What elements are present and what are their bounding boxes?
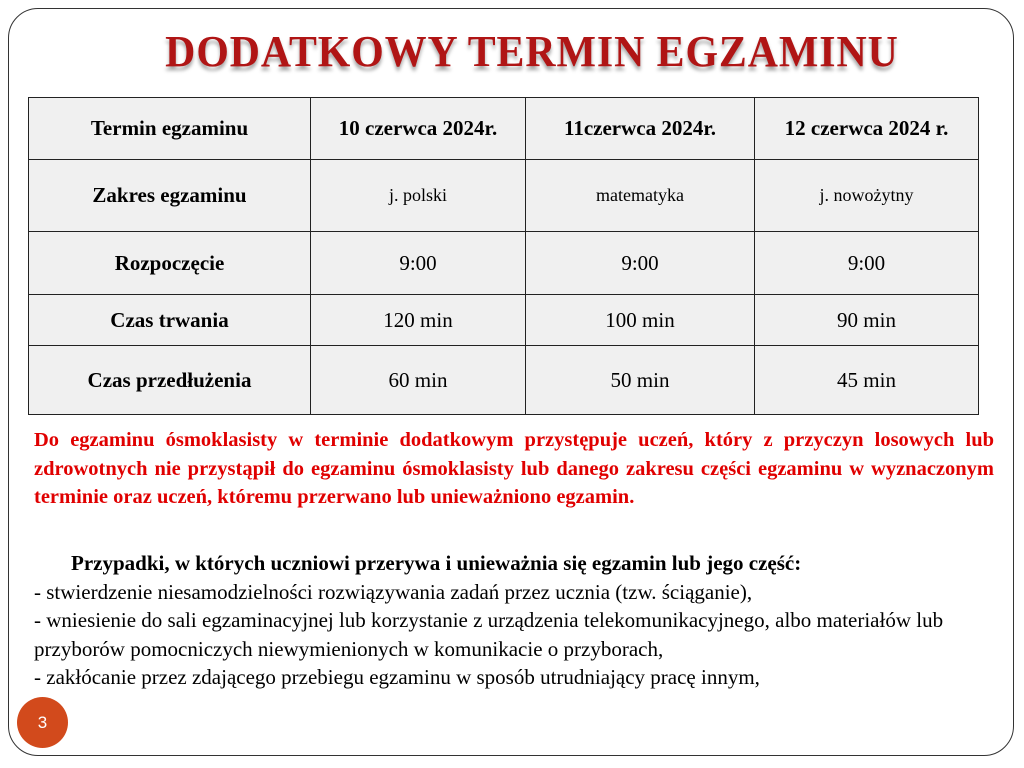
header-cell: 10 czerwca 2024r. [311,98,526,160]
case-item: - zakłócanie przez zdającego przebiegu egzaminu w sposób utrudniający pracę innym, [34,665,760,689]
cases-heading: Przypadki, w których uczniowi przerywa i unieważnia się egzamin lub jego część: [71,551,802,575]
cell: 60 min [311,346,526,415]
row-label: Zakres egzaminu [29,160,311,232]
cell: 45 min [755,346,979,415]
cell: matematyka [526,160,755,232]
cell: 9:00 [526,232,755,295]
table-row [29,346,979,415]
exam-schedule-table [28,97,979,415]
table-row [29,232,979,295]
cell: 9:00 [311,232,526,295]
cell: 9:00 [755,232,979,295]
cases-section [34,549,994,692]
cell: 50 min [526,346,755,415]
cell: 90 min [755,295,979,346]
header-cell: Termin egzaminu [29,98,311,160]
cell: j. polski [311,160,526,232]
table-row [29,160,979,232]
case-item: - stwierdzenie niesamodzielności rozwiązywania zadań przez ucznia (tzw. ściąganie), [34,579,753,604]
cell: j. nowożytny [755,160,979,232]
cell: 120 min [311,295,526,346]
row-label: Czas przedłużenia [29,346,311,415]
cell: 100 min [526,295,755,346]
notice-text: Do egzaminu ósmoklasisty w terminie dodatkowym przystępuje uczeń, który z przyczyn losowych lub zdrowotnych nie przystąpił do egzaminu ósmoklasisty lub danego zakresu części egzaminu w wyznaczonym terminie oraz uczeń, któremu przerwano lub unieważniono egzamin. [34,429,994,508]
header-cell: 11czerwca 2024r. [526,98,755,160]
row-label: Rozpoczęcie [29,232,311,295]
case-item: - wniesienie do sali egzaminacyjnej lub korzystanie z urządzenia telekomunikacyjnego, albo materiałów lub przyborów pomocniczych niewymienionych w komunikacie o przyborach, [34,608,944,661]
row-label: Czas trwania [29,295,311,346]
header-cell: 12 czerwca 2024 r. [755,98,979,160]
table-header-row [29,98,979,160]
slide-title: DODATKOWY TERMIN EGZAMINU [165,27,899,76]
page-number-badge: 3 [17,697,68,748]
table-row [29,295,979,346]
